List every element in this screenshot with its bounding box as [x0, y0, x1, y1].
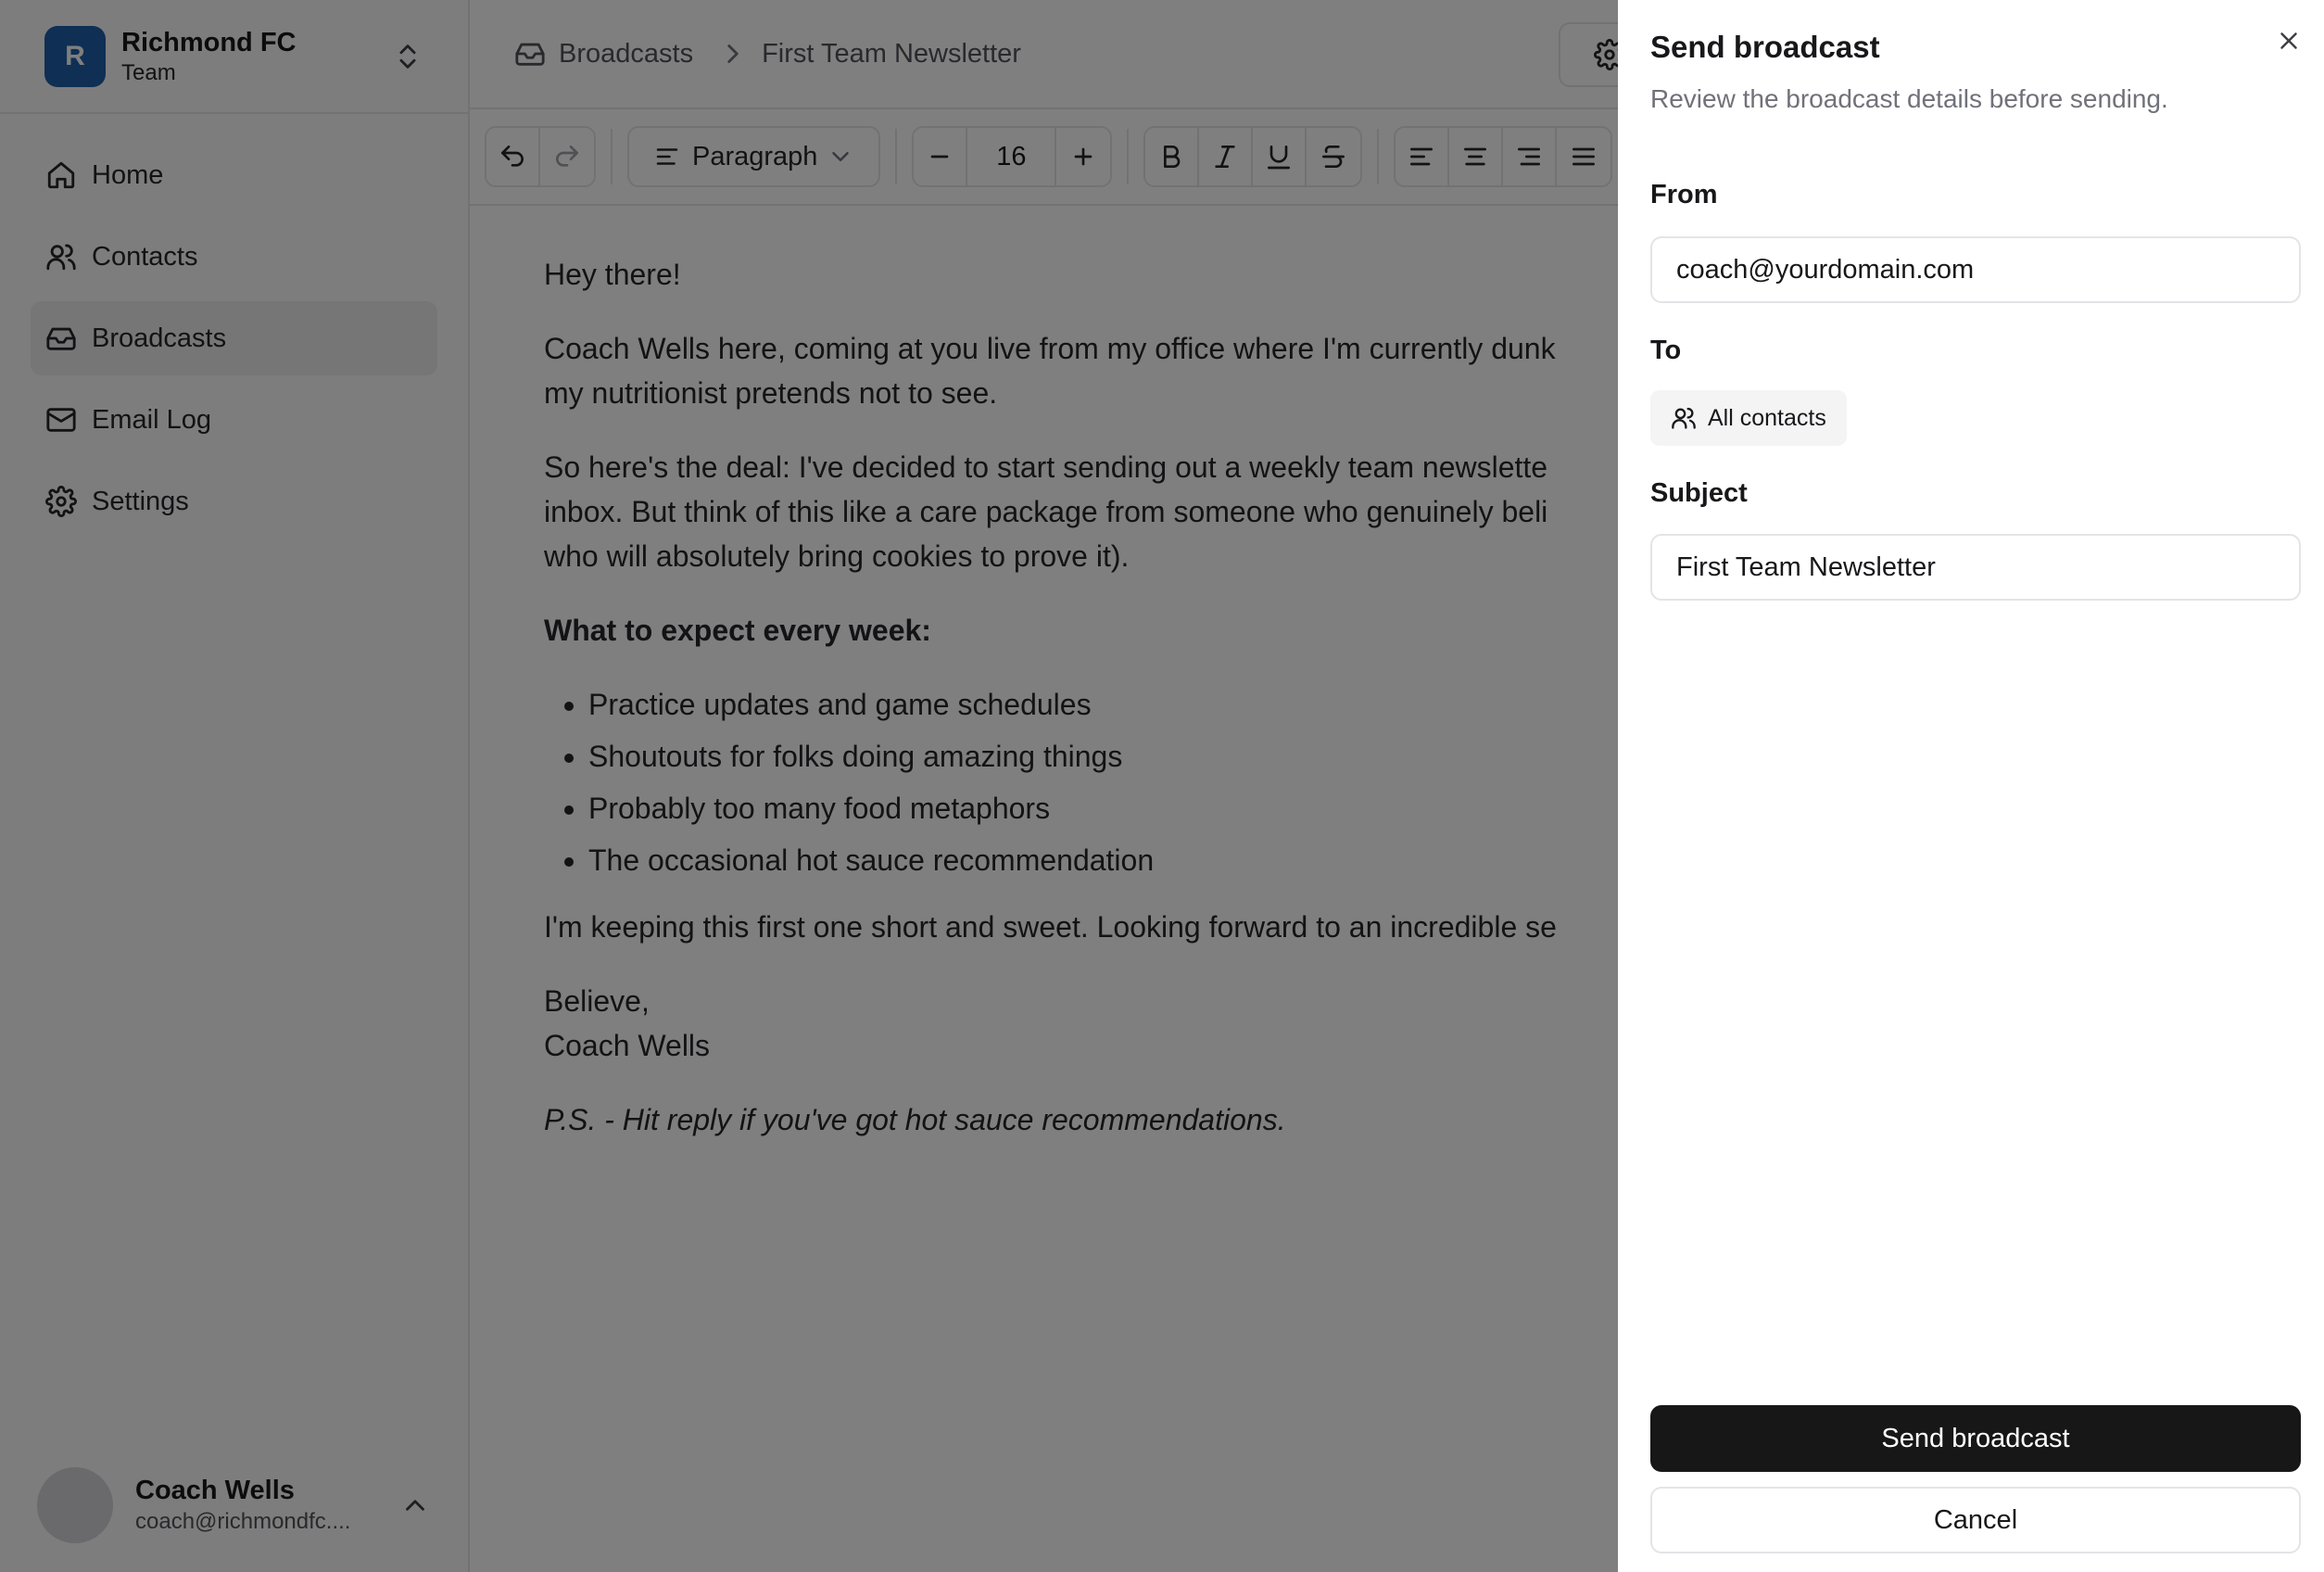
sheet-description: Review the broadcast details before sending.: [1650, 84, 2168, 113]
from-field[interactable]: coach@yourdomain.com: [1650, 236, 2301, 303]
from-label: From: [1650, 180, 1718, 209]
users-icon: [1671, 405, 1697, 431]
recipients-badge: [1650, 390, 1847, 446]
to-label: To: [1650, 336, 1682, 365]
recipients-label: All contacts: [1708, 404, 1826, 431]
close-icon: [2275, 27, 2303, 55]
subject-label: Subject: [1650, 478, 1748, 508]
cancel-button[interactable]: Cancel: [1650, 1487, 2301, 1553]
send-broadcast-sheet: [1618, 0, 2324, 1572]
close-sheet-button[interactable]: [2271, 23, 2306, 58]
sheet-title: Send broadcast: [1650, 30, 1880, 64]
send-broadcast-button[interactable]: Send broadcast: [1650, 1405, 2301, 1472]
subject-field[interactable]: First Team Newsletter: [1650, 534, 2301, 601]
